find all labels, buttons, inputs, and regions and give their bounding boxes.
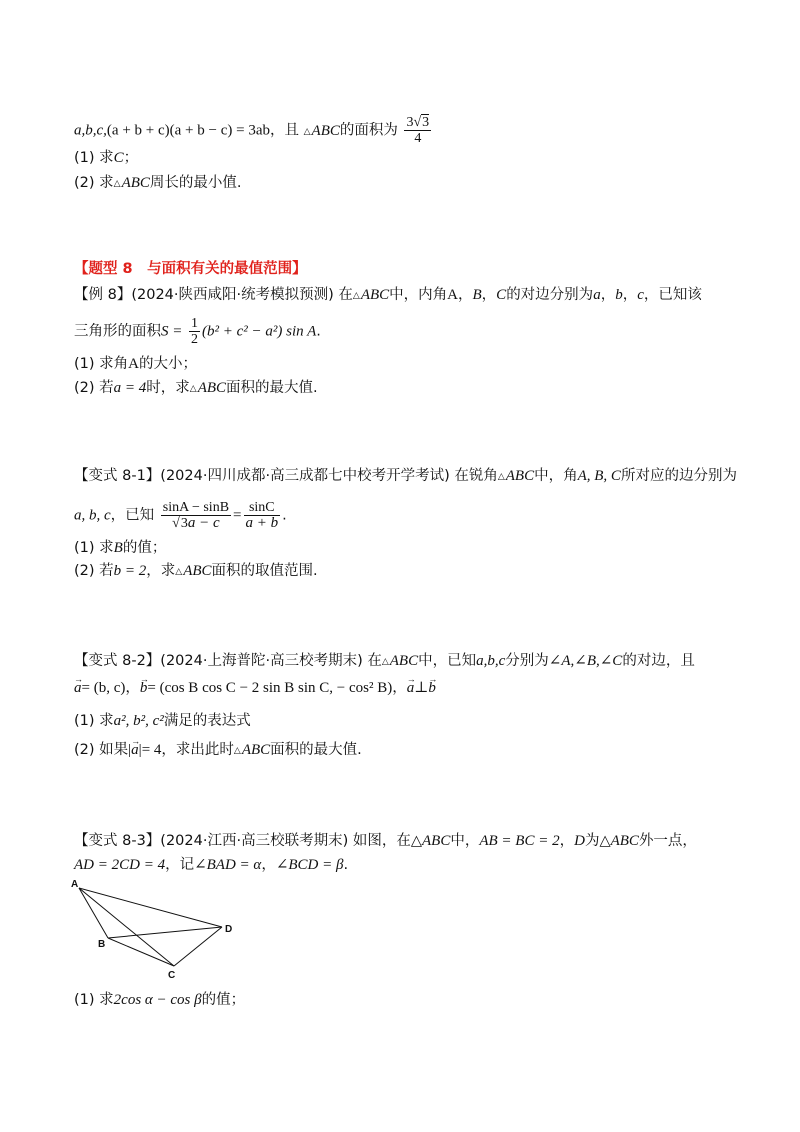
variant83-question-1: (1) 求2cos α − cos β的值； xyxy=(74,992,246,1008)
intro-question-2: (2) 求△ABC周长的最小值. xyxy=(74,175,242,191)
example8-half-fraction: $\frac{1}{2}$ xyxy=(190,316,198,347)
segment-ac xyxy=(79,888,174,966)
variant82-label: 【变式 8-2】 xyxy=(74,653,161,669)
vector-a: → a xyxy=(74,678,82,698)
variant83-label: 【变式 8-3】 xyxy=(74,833,161,849)
intro-condition-equation: (a + b + c)(a + b − c) = 3ab xyxy=(106,122,270,139)
example8-question-2: (2) 若a = 4时，求△ABC面积的最大值. xyxy=(74,380,318,396)
variant81-fraction-left: $\frac{\sin A - \sin B}{√3a - c}$ xyxy=(162,500,230,531)
vector-b: → b xyxy=(140,678,148,698)
variant81-label: 【变式 8-1】 xyxy=(74,468,161,484)
segment-bd xyxy=(108,927,222,938)
variant81-line1: 【变式 8-1】(2024·四川成都·高三成都七中校考开学考试) 在锐角△ABC中，角A, B, C所对应的边分别为 xyxy=(74,468,737,484)
example8-area-formula: (b² + c² − a²) sin A xyxy=(201,323,317,340)
intro-condition-line: a,b,c,(a + b + c)(a + b − c) = 3ab，且 △ABC的面积为 $\frac{3√3}{4}$ xyxy=(74,115,430,146)
variant81-question-1: (1) 求B的值； xyxy=(74,540,167,556)
variant82-question-1: (1) 求a², b², c²满足的表达式 xyxy=(74,713,251,729)
quadrilateral-diagram xyxy=(70,876,250,986)
perpendicular-symbol: ⊥ xyxy=(414,680,429,696)
label-a: A xyxy=(71,879,79,890)
intro-question-1: (1) 求C； xyxy=(74,150,139,166)
segment-ad xyxy=(79,888,222,927)
section-heading: 【题型 8 与面积有关的最值范围】 xyxy=(74,261,307,277)
variant81-question-2: (2) 若b = 2，求△ABC面积的取值范围. xyxy=(74,563,318,579)
label-b: B xyxy=(98,939,106,950)
segment-cd xyxy=(174,927,222,966)
variant83-line1: 【变式 8-3】(2024·江西·高三校联考期末) 如图，在△ABC中，AB = BC = 2，D为△ABC外一点， xyxy=(74,833,697,849)
intro-area-fraction: $\frac{3√3}{4}$ xyxy=(406,115,430,146)
variant82-question-2: (2) 如果|→ a|= 4，求出此时△ABC面积的最大值. xyxy=(74,740,740,760)
label-c: C xyxy=(168,970,176,981)
example8-question-1: (1) 求角A的大小； xyxy=(74,356,197,372)
example8-label: 【例 8】 xyxy=(74,287,132,303)
segment-ab xyxy=(79,888,108,938)
geometry-figure xyxy=(70,876,250,990)
label-d: D xyxy=(225,924,233,935)
variant82-line1: 【变式 8-2】(2024·上海普陀·高三校考期末) 在△ABC中，已知a,b,c分别为∠A,∠B,∠C的对边，且 xyxy=(74,653,695,669)
variant81-line2: a, b, c，已知 $\frac{\sin A - \sin B}{√3a - c}$ = $\frac{\sin C}{a + b}$ . xyxy=(74,500,287,531)
variant82-line2: → a= (b, c)，→ b= (cos B cos C − 2 sin B sin C, − cos² B)，→ a⊥→ b xyxy=(74,678,740,698)
segment-bc xyxy=(108,938,174,966)
example8-line1: 【例 8】(2024·陕西咸阳·统考模拟预测) 在△ABC中，内角A，B，C的对边分别为a，b，c，已知该 xyxy=(74,287,702,303)
variant81-fraction-right: $\frac{\sin C}{a + b}$ xyxy=(245,500,279,531)
example8-line2: 三角形的面积S = $\frac{1}{2}$ (b² + c² − a²) sin A. xyxy=(74,316,321,347)
variant83-line2: AD = 2CD = 4，记∠BAD = α，∠BCD = β. xyxy=(74,857,349,873)
